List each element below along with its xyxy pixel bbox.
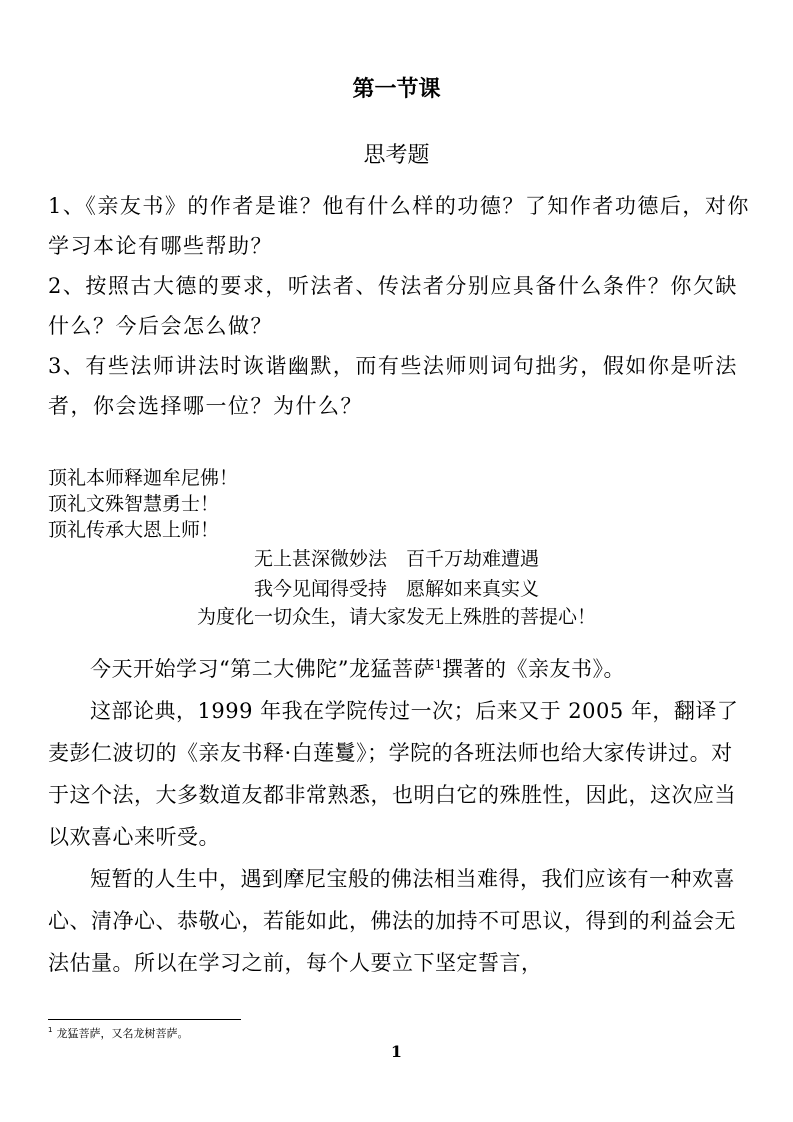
page-number: 1 <box>390 1042 403 1061</box>
bodhicitta-aspiration: 为度化一切众生，请大家发无上殊胜的菩提心！ <box>196 606 596 628</box>
footnote-mark: 1 <box>48 1026 53 1035</box>
homage-line: 顶礼文殊智慧勇士！ <box>48 493 220 515</box>
body-paragraph: 这部论典，1999 年我在学院传过一次；后来又于 2005 年，翻译了麦彭仁波切的《亲友书释·白莲鬘》；学院的各班法师也给大家传讲过。对于这个法，大多数道友都非常熟悉，也明白它的殊胜性，因此，这次应当以欢喜心来听受。 <box>48 699 739 849</box>
question-item: 1、《亲友书》的作者是谁？他有什么样的功德？了知作者功德后，对你学习本论有哪些帮助？ <box>48 194 750 258</box>
footnote-separator <box>48 1019 241 1020</box>
paragraph-text: 今天开始学习“第二大佛陀”龙猛菩萨 <box>90 657 435 681</box>
question-item: 3、有些法师讲法时诙谐幽默，而有些法师则词句拙劣，假如你是听法者，你会选择哪一位？为什么？ <box>48 354 738 418</box>
homage-line: 顶礼本师释迦牟尼佛！ <box>48 467 239 489</box>
section-subtitle: 思考题 <box>363 143 430 168</box>
paragraph-text: 撰著的《亲友书》。 <box>441 657 625 681</box>
question-item: 2、按照古大德的要求，听法者、传法者分别应具备什么条件？你欠缺什么？今后会怎么做？ <box>48 274 738 338</box>
verse-line: 我今见闻得受持 愿解如来真实义 <box>253 578 539 600</box>
footnote-text: 龙猛菩萨，又名龙树菩萨。 <box>56 1027 189 1040</box>
lesson-title: 第一节课 <box>352 77 441 102</box>
verse-block <box>0 544 793 604</box>
homage-line: 顶礼传承大恩上师！ <box>48 519 220 541</box>
body-text <box>48 648 753 984</box>
body-paragraph <box>48 648 753 690</box>
homage-block <box>48 465 753 543</box>
body-paragraph: 短暂的人生中，遇到摩尼宝般的佛法相当难得，我们应该有一种欢喜心、清净心、恭敬心，若能如此，佛法的加持不可思议，得到的利益会无法估量。所以在学习之前，每个人要立下坚定誓言， <box>48 867 736 975</box>
footnote-reference[interactable]: 1 <box>434 658 442 671</box>
question-list <box>48 186 753 426</box>
verse-line: 无上甚深微妙法 百千万劫难遭遇 <box>253 548 539 570</box>
